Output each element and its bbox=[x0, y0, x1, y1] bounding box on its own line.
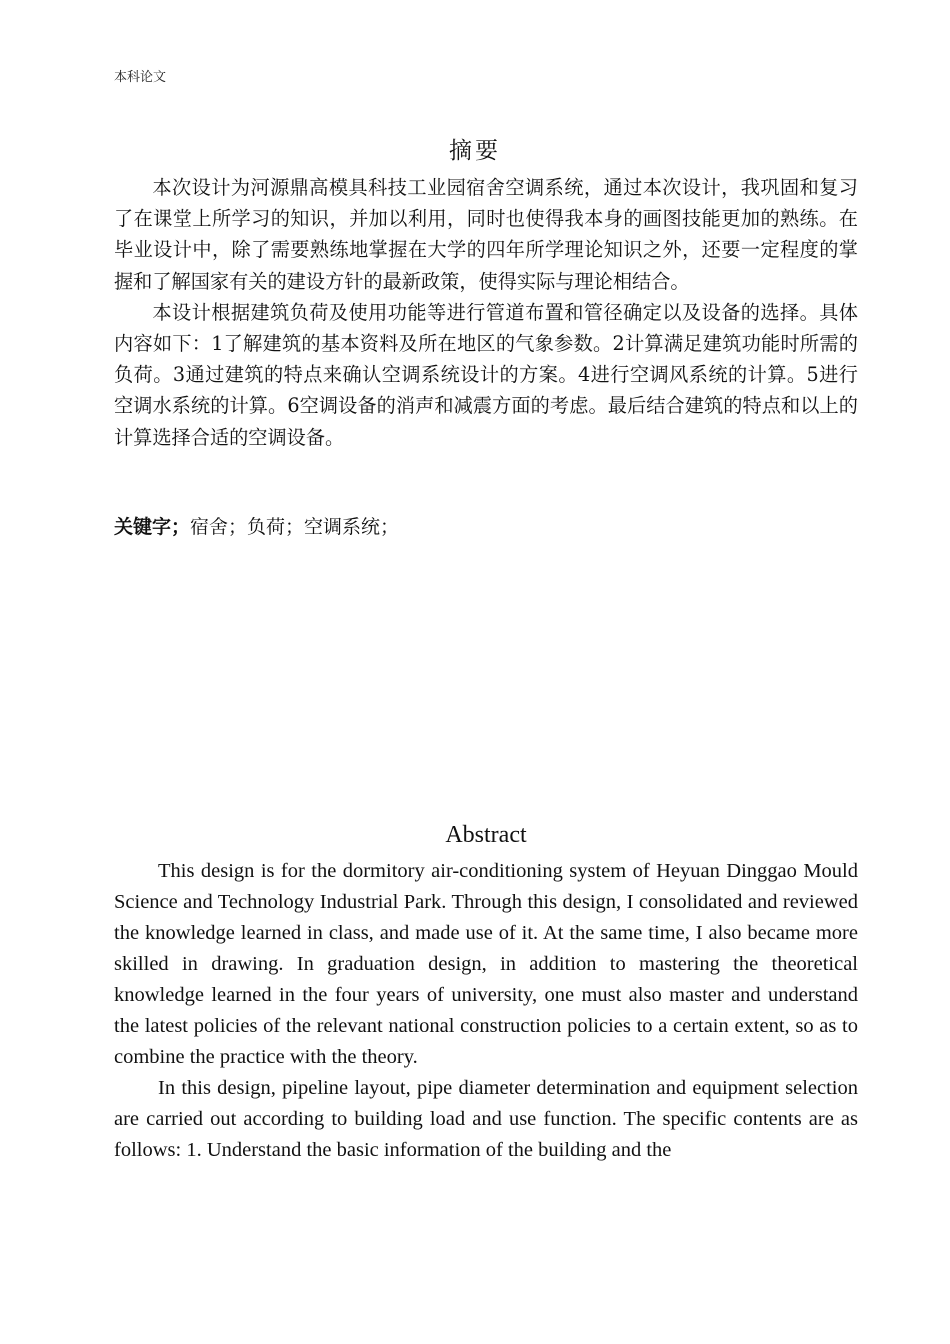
keywords-line bbox=[114, 512, 399, 543]
abstract-en-title: Abstract bbox=[445, 822, 527, 848]
abstract-cn-paragraph: 本设计根据建筑负荷及使用功能等进行管道布置和管径确定以及设备的选择。具体内容如下：1了解建筑的基本资料及所在地区的气象参数。2计算满足建筑功能时所需的负荷。3通过建筑的特点来确认空调系统设计的方案。4进行空调风系统的计算。5进行空调水系统的计算。6空调设备的消声和减震方面的考虑。最后结合建筑的特点和以上的计算选择合适的空调设备。 bbox=[114, 300, 858, 449]
abstract-cn-paragraph: 本次设计为河源鼎高模具科技工业园宿舍空调系统，通过本次设计，我巩固和复习了在课堂上所学习的知识，并加以利用，同时也使得我本身的画图技能更加的熟练。在毕业设计中，除了需要熟练地掌握在大学的四年所学理论知识之外，还要一定程度的掌握和了解国家有关的建设方针的最新政策，使得实际与理论相结合。 bbox=[114, 176, 858, 293]
abstract-en-paragraph: In this design, pipeline layout, pipe diameter determination and equipment selection are carried out according to building load and use function. The specific contents are as follows: 1. Understand the basic information of the building and the bbox=[114, 1077, 858, 1161]
keywords-label: 关键字； bbox=[114, 516, 191, 538]
abstract-cn-title: 摘要 bbox=[449, 138, 501, 164]
abstract-en-body bbox=[114, 856, 858, 1166]
abstract-cn-body bbox=[114, 172, 858, 453]
keywords-values: 宿舍；负荷；空调系统； bbox=[190, 516, 400, 538]
abstract-en-paragraph: This design is for the dormitory air-conditioning system of Heyuan Dinggao Mould Science and Technology Industrial Park. Through this design, I consolidated and reviewed the knowledge learned in class, and made use of it. At the same time, I also became more skilled in drawing. In graduation design, in addition to mastering the theoretical knowledge learned in the four years of university, one must also master and understand the latest policies of the relevant national construction policies to a certain extent, so as to combine the practice with the theory. bbox=[114, 860, 858, 1068]
running-header: 本科论文 bbox=[114, 70, 167, 85]
